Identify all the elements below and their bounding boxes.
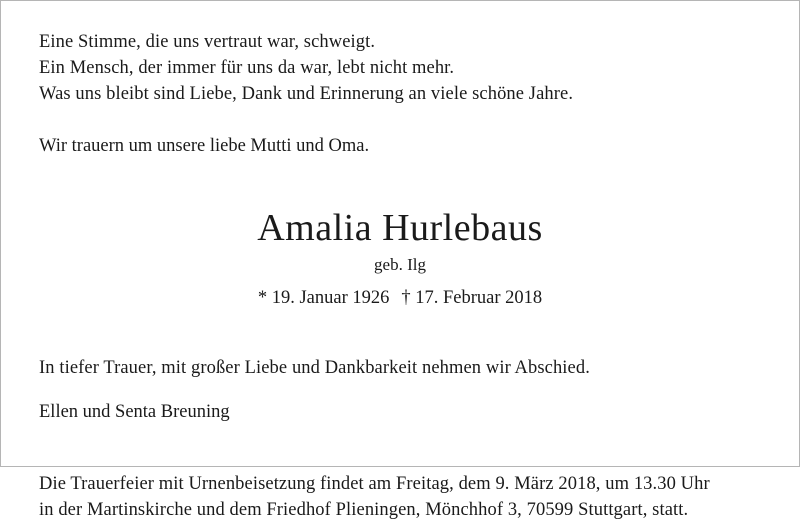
spacer-after-mourning [39,159,761,185]
spacer-before-details-2 [39,451,761,471]
spacer-before-family [39,381,761,399]
family-names: Ellen und Senta Breuning [39,402,230,422]
spacer-after-dates [39,311,761,337]
spacer-after-verse [39,107,761,133]
verse-block [39,29,761,107]
ceremony-details [39,471,761,523]
ceremony-line-2: in der Martinskirche und dem Friedhof Plieningen, Mönchhof 3, 70599 Stuttgart, statt. [39,500,689,520]
verse-line-1: Eine Stimme, die uns vertraut war, schweigt. [39,32,376,52]
mourning-line: Wir trauern um unsere liebe Mutti und Oma. [39,136,370,156]
birth-date: * 19. Januar 1926 [257,288,390,308]
deceased-name: Amalia Hurlebaus [257,207,543,249]
death-date: † 17. Februar 2018 [401,288,543,308]
spacer-before-details [39,425,761,451]
verse-line-3: Was uns bleibt sind Liebe, Dank und Erinnerung an viele schöne Jahre. [39,84,574,104]
life-dates [39,285,761,311]
verse-line-2: Ein Mensch, der immer für uns da war, lebt nicht mehr. [39,58,455,78]
spacer-before-closing [39,337,761,355]
closing-line: In tiefer Trauer, mit großer Liebe und Dankbarkeit nehmen wir Abschied. [39,358,590,378]
closing-block [39,355,761,381]
spacer-before-name [39,185,761,205]
ceremony-line-1: Die Trauerfeier mit Urnenbeisetzung findet am Freitag, dem 9. März 2018, um 13.30 Uhr [39,474,710,494]
deceased-block [39,205,761,311]
maiden-name: geb. Ilg [374,255,426,274]
